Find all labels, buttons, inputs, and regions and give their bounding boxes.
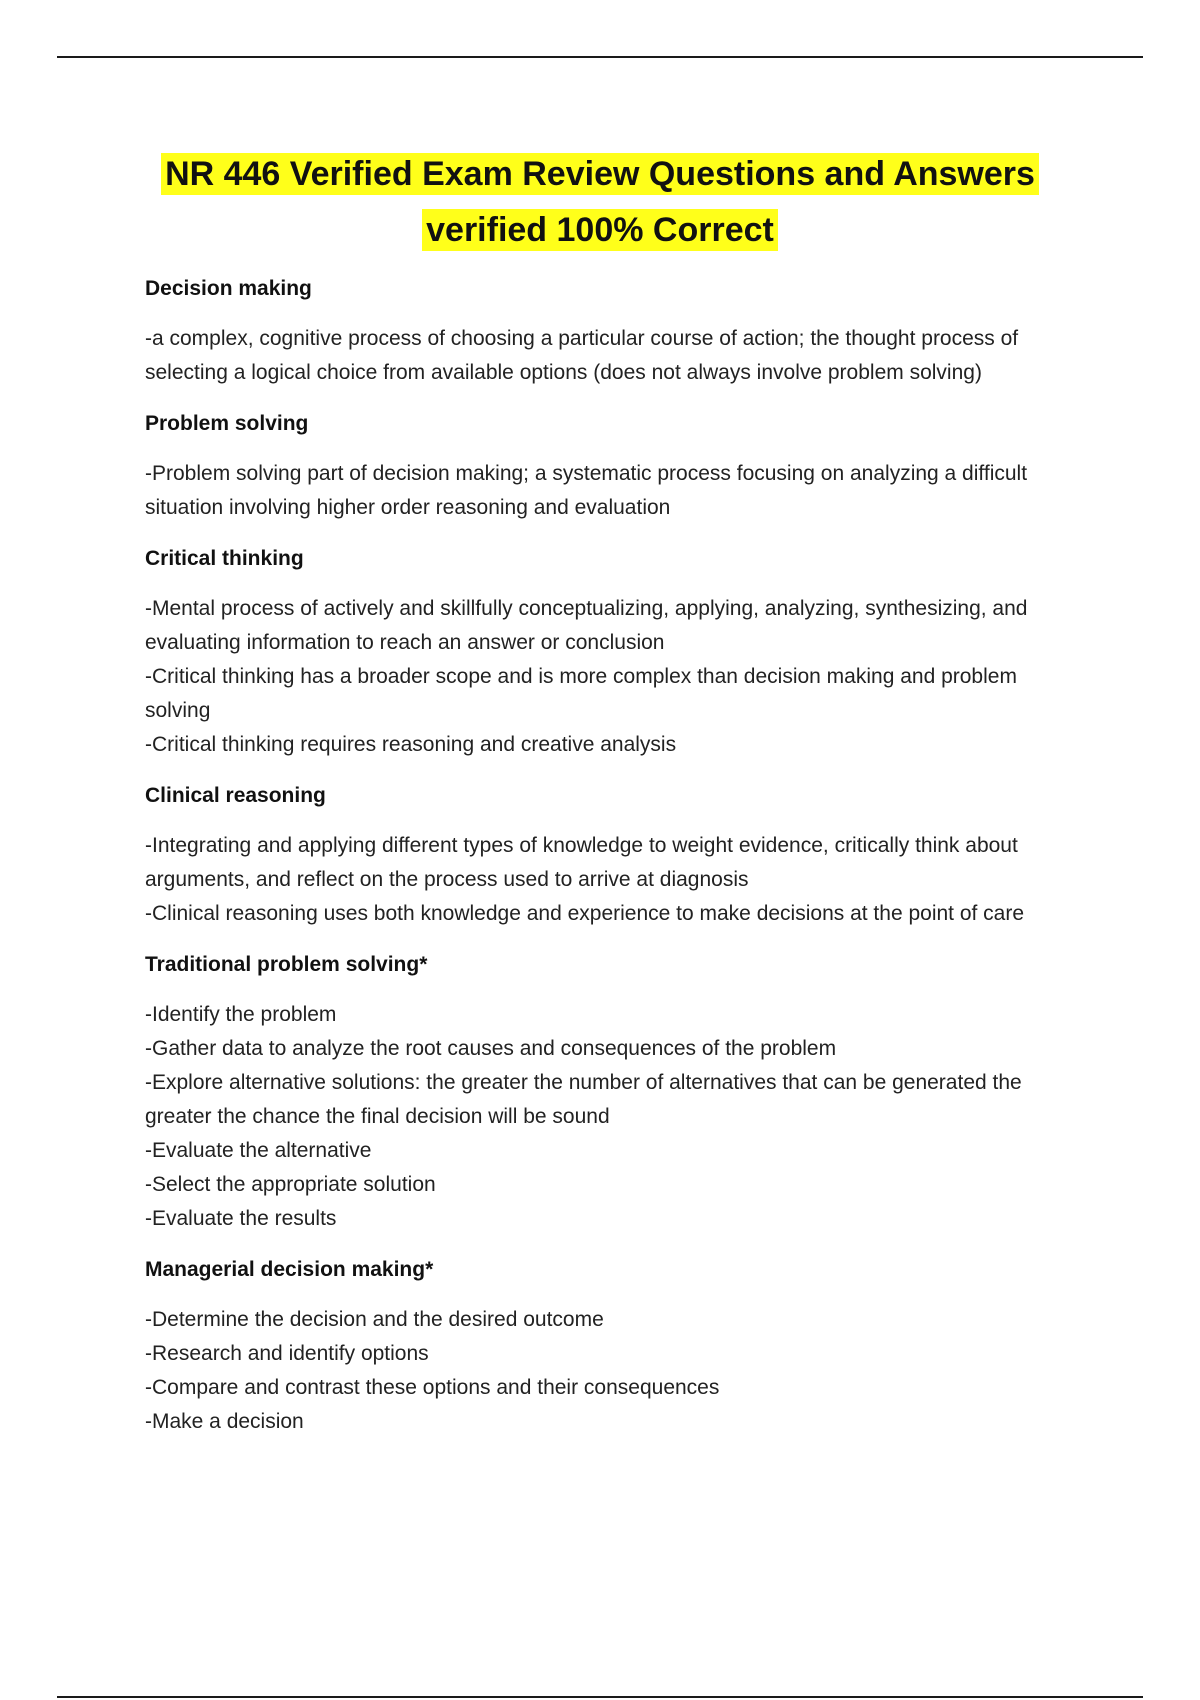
section	[145, 407, 1085, 525]
definition-line: -Determine the decision and the desired outcome	[145, 1308, 604, 1331]
section	[145, 948, 1085, 1236]
definition-line: -Explore alternative solutions: the greater the number of alternatives that can be generated the greater the chance the final decision will be sound	[145, 1071, 1022, 1128]
definition-line: -Identify the problem	[145, 1003, 337, 1026]
title-line-1: NR 446 Verified Exam Review Questions and Answers	[161, 153, 1039, 195]
section-definition	[145, 998, 1085, 1236]
definition-line: -Research and identify options	[145, 1342, 429, 1365]
definition-line: -Make a decision	[145, 1410, 304, 1433]
definition-line: -Gather data to analyze the root causes and consequences of the problem	[145, 1037, 837, 1060]
definition-line: -Compare and contrast these options and their consequences	[145, 1376, 720, 1399]
definition-line: -Mental process of actively and skillfully conceptualizing, applying, analyzing, synthesizing, and evaluating information to reach an answer or conclusion	[145, 597, 1028, 654]
section-term: Critical thinking	[145, 547, 304, 570]
section-definition	[145, 457, 1085, 525]
definition-line: -Critical thinking requires reasoning and creative analysis	[145, 733, 677, 756]
definition-line: -Evaluate the results	[145, 1207, 337, 1230]
title-line-2: verified 100% Correct	[422, 209, 778, 251]
section	[145, 779, 1085, 931]
section-definition	[145, 829, 1085, 931]
section-term: Clinical reasoning	[145, 784, 326, 807]
footer-rule	[57, 1696, 1143, 1698]
definition-line: -Evaluate the alternative	[145, 1139, 372, 1162]
definition-line: -a complex, cognitive process of choosing a particular course of action; the thought process of selecting a logical choice from available options (does not always involve problem solving)	[145, 327, 1019, 384]
definition-line: -Clinical reasoning uses both knowledge and experience to make decisions at the point of care	[145, 902, 1025, 925]
definition-line: -Select the appropriate solution	[145, 1173, 436, 1196]
section	[145, 272, 1085, 390]
section-definition	[145, 322, 1085, 390]
definition-line: -Critical thinking has a broader scope and is more complex than decision making and problem solving	[145, 665, 1017, 722]
section-term: Problem solving	[145, 412, 309, 435]
page-title	[0, 146, 1200, 258]
definition-line: -Integrating and applying different types of knowledge to weight evidence, critically think about arguments, and reflect on the process used to arrive at diagnosis	[145, 834, 1018, 891]
section-term: Decision making	[145, 277, 312, 300]
document-body	[145, 272, 1085, 1456]
section	[145, 1253, 1085, 1439]
section-definition	[145, 592, 1085, 762]
header-rule	[57, 56, 1143, 58]
section-term: Traditional problem solving*	[145, 953, 428, 976]
section-definition	[145, 1303, 1085, 1439]
definition-line: -Problem solving part of decision making; a systematic process focusing on analyzing a difficult situation involving higher order reasoning and evaluation	[145, 462, 1028, 519]
section-term: Managerial decision making*	[145, 1258, 434, 1281]
section	[145, 542, 1085, 762]
